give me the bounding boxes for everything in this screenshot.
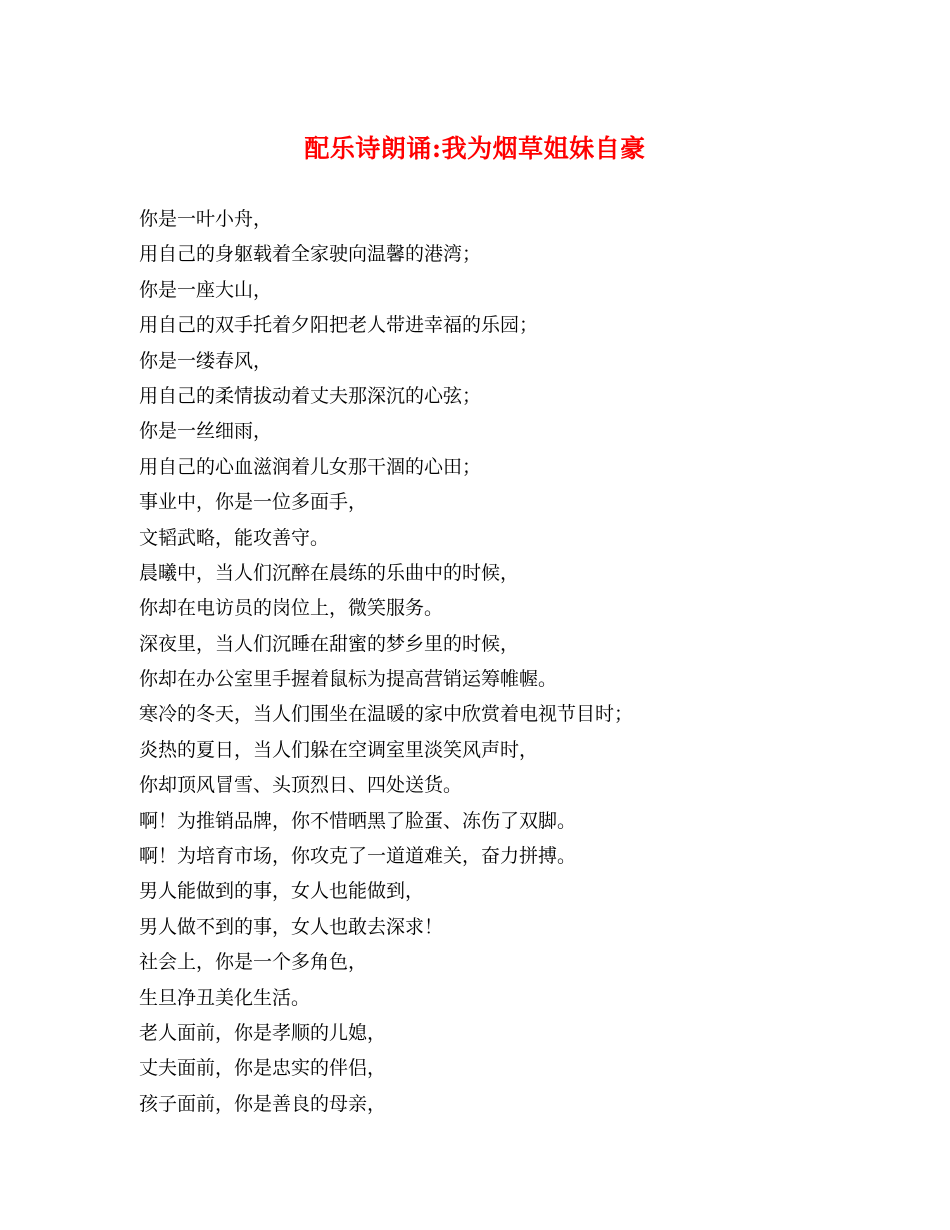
poem-line: 你却在办公室里手握着鼠标为提高营销运筹帷幄。: [139, 668, 558, 691]
document-title: 配乐诗朗诵:我为烟草姐妹自豪: [304, 134, 646, 163]
poem-line: 男人能做到的事，女人也能做到，: [139, 880, 425, 903]
poem-line: 你却在电访员的岗位上，微笑服务。: [139, 597, 444, 620]
poem-body: [139, 202, 859, 1122]
poem-line: 你是一叶小舟，: [139, 208, 273, 230]
poem-line: 你却顶风冒雪、头顶烈日、四处送货。: [139, 774, 463, 797]
poem-line: 寒冷的冬天，当人们围坐在温暖的家中欣赏着电视节目时；: [139, 703, 634, 726]
poem-line: 你是一丝细雨，: [139, 420, 273, 443]
poem-line: 生旦净丑美化生活。: [139, 986, 311, 1009]
poem-line: 用自己的心血滋润着儿女那干涸的心田；: [139, 455, 482, 478]
poem-line: 用自己的身躯载着全家驶向温馨的港湾；: [139, 243, 482, 266]
poem-line: 啊！为培育市场，你攻克了一道道难关，奋力拼搏。: [139, 845, 577, 868]
poem-line: 事业中，你是一位多面手，: [139, 491, 368, 514]
poem-line: 深夜里，当人们沉睡在甜蜜的梦乡里的时候，: [139, 632, 520, 655]
poem-line: 你是一座大山，: [139, 278, 273, 301]
poem-line: 啊！为推销品牌，你不惜晒黑了脸蛋、冻伤了双脚。: [139, 809, 577, 832]
poem-line: 丈夫面前，你是忠实的伴侣，: [139, 1057, 387, 1080]
poem-line: 孩子面前，你是善良的母亲，: [139, 1092, 387, 1115]
poem-line: 老人面前，你是孝顺的儿媳，: [139, 1021, 387, 1044]
poem-line: 炎热的夏日，当人们躲在空调室里淡笑风声时，: [139, 738, 539, 761]
poem-line: 你是一缕春风，: [139, 349, 273, 372]
poem-line: 文韬武略，能攻善守。: [139, 526, 330, 549]
poem-line: 社会上，你是一个多角色，: [139, 951, 368, 974]
poem-line: 用自己的双手托着夕阳把老人带进幸福的乐园；: [139, 314, 539, 337]
poem-line: 用自己的柔情拔动着丈夫那深沉的心弦；: [139, 384, 482, 407]
poem-line: 晨曦中，当人们沉醉在晨练的乐曲中的时候，: [139, 561, 520, 584]
poem-line: 男人做不到的事，女人也敢去深求！: [139, 915, 444, 938]
